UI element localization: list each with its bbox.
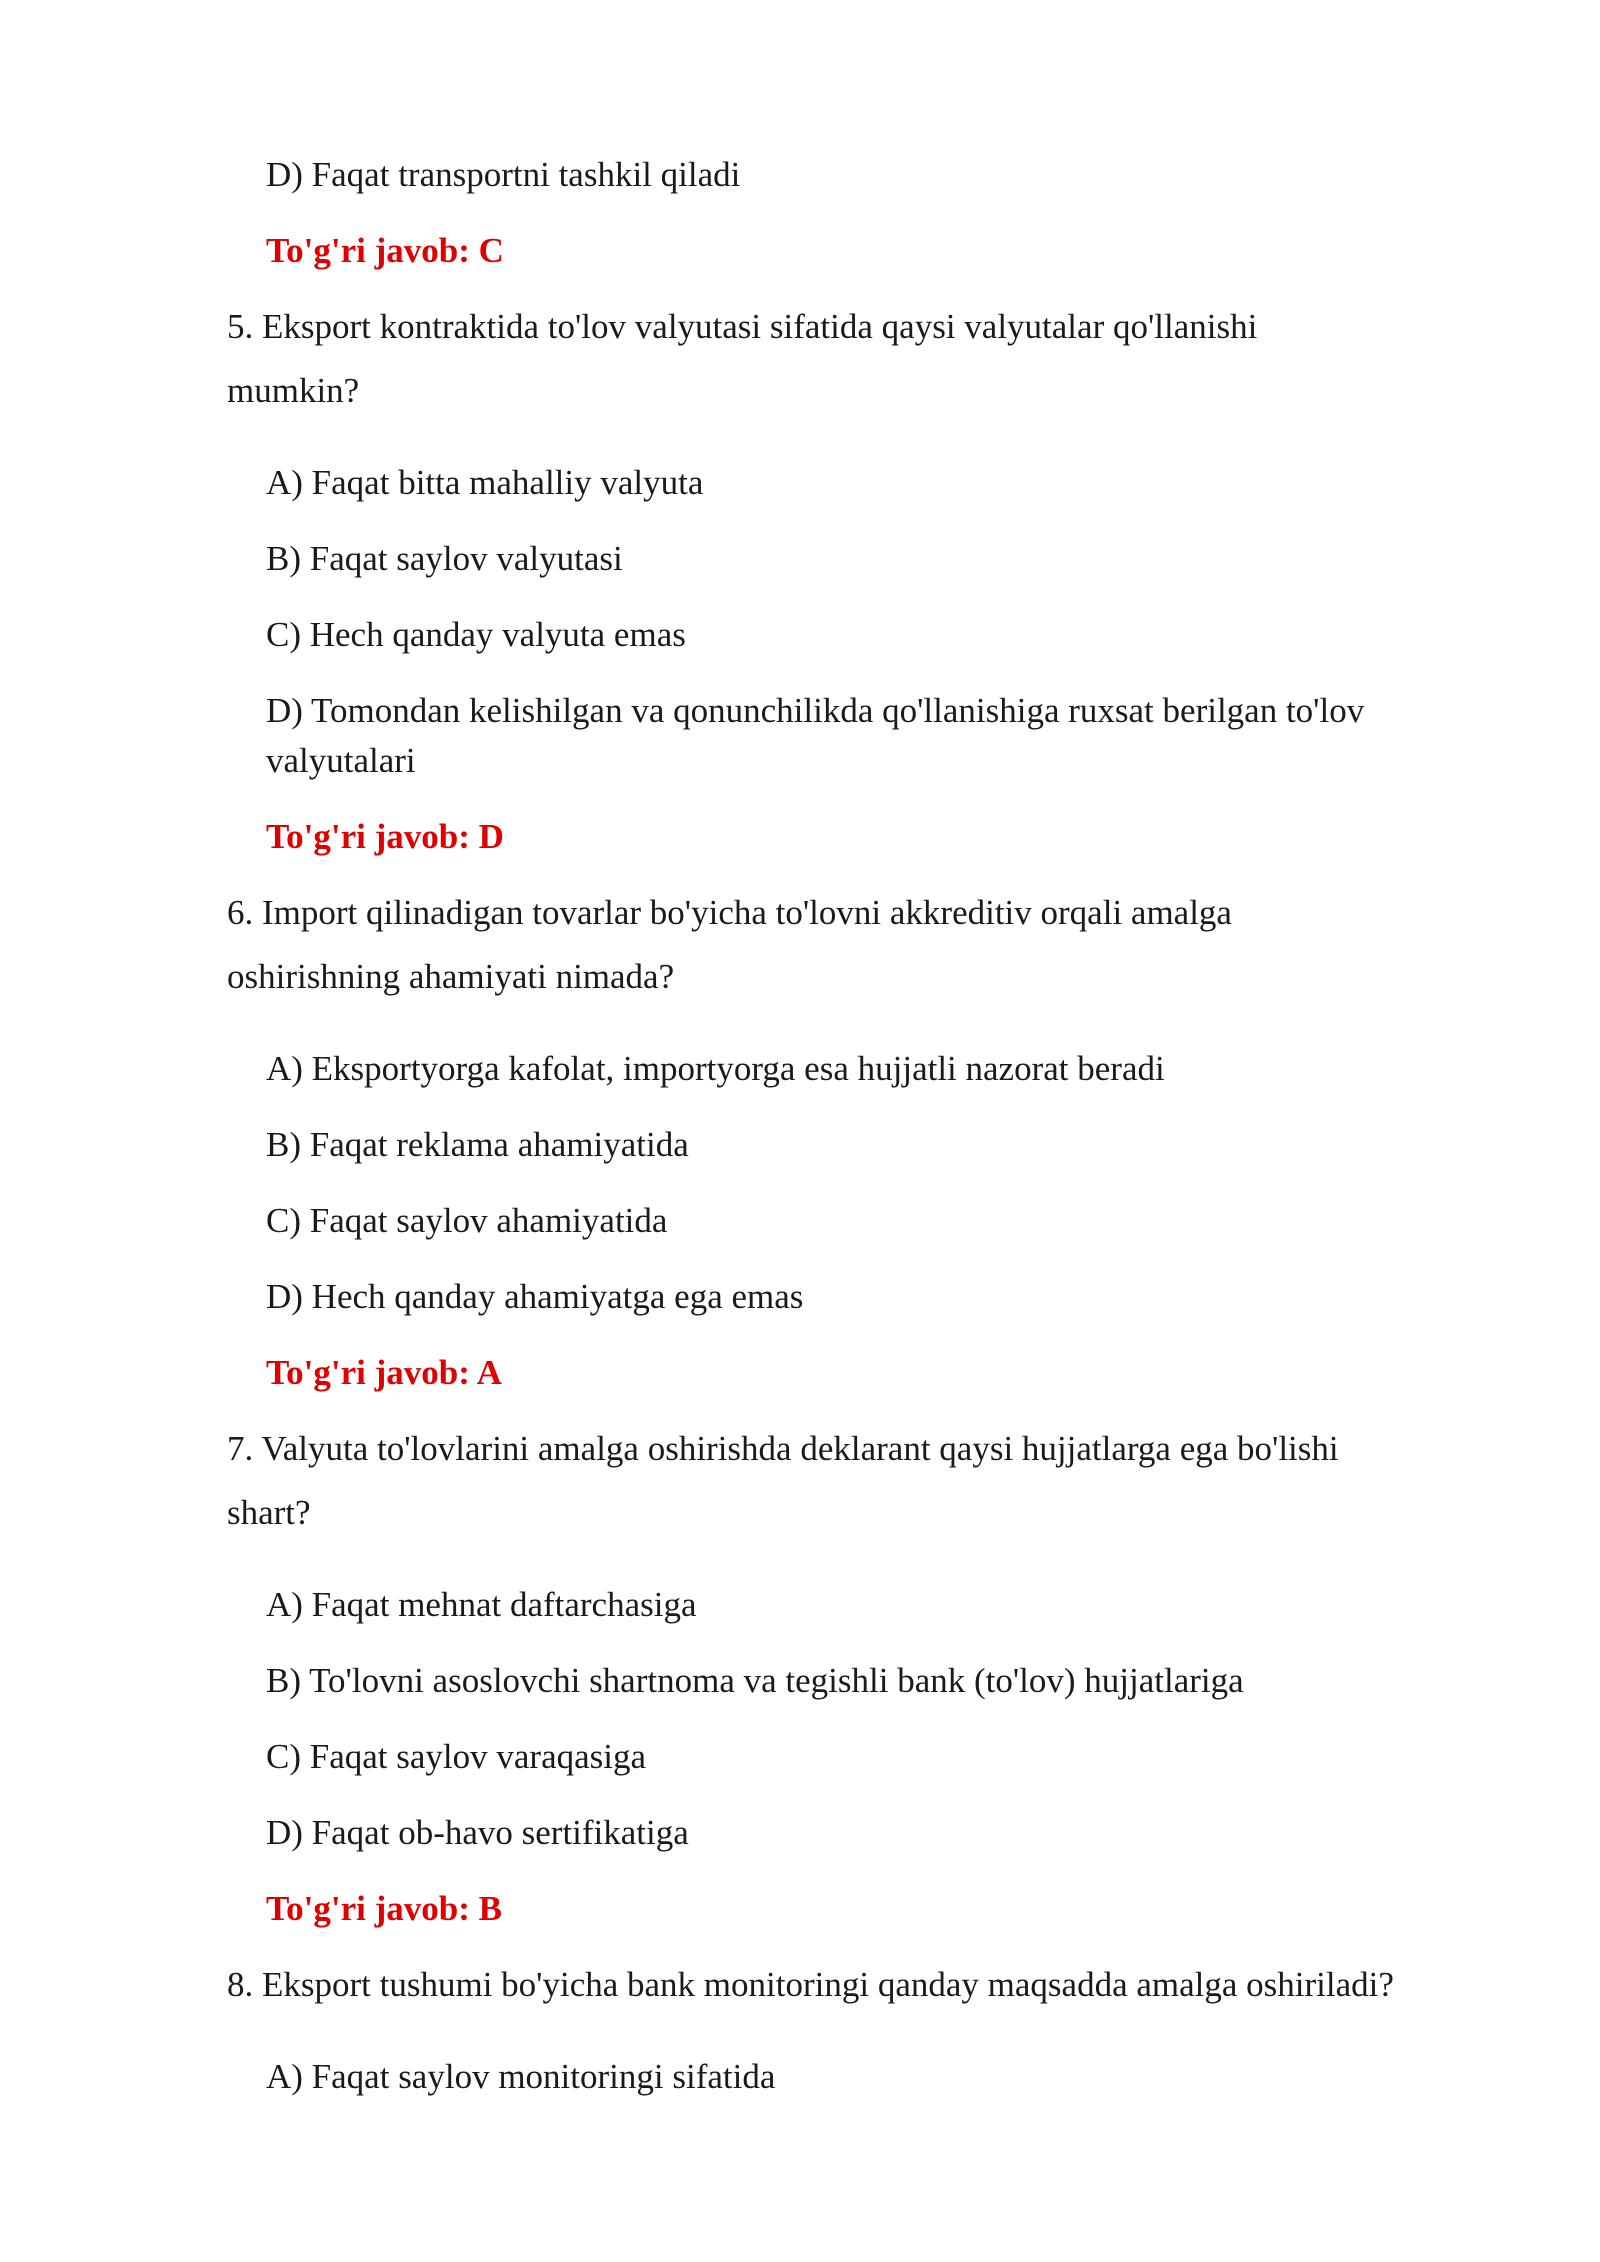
q6-option-a: A) Eksportyorga kafolat, importyorga esa hujjatli nazorat beradi — [266, 1049, 1165, 1088]
q6-option-d: D) Hech qanday ahamiyatga ega emas — [266, 1277, 804, 1316]
q5-option-a: A) Faqat bitta mahalliy valyuta — [266, 463, 704, 502]
q5-correct-answer: To'g'ri javob: D — [266, 817, 504, 856]
q7-text-line1: 7. Valyuta to'lovlarini amalga oshirishda deklarant qaysi hujjatlarga ega bo'lishi — [227, 1429, 1339, 1468]
q7-option-b: B) To'lovni asoslovchi shartnoma va tegishli bank (to'lov) hujjatlariga — [266, 1661, 1244, 1700]
q6-text-line2: oshirishning ahamiyati nimada? — [227, 957, 675, 996]
q5-option-d-line1: D) Tomondan kelishilgan va qonunchilikda qo'llanishiga ruxsat berilgan to'lov — [266, 691, 1365, 730]
q7-option-a: A) Faqat mehnat daftarchasiga — [266, 1585, 697, 1624]
q6-option-b: B) Faqat reklama ahamiyatida — [266, 1125, 689, 1164]
q7-option-d: D) Faqat ob-havo sertifikatiga — [266, 1813, 689, 1852]
q7-option-c: C) Faqat saylov varaqasiga — [266, 1737, 647, 1776]
q4-option-d: D) Faqat transportni tashkil qiladi — [266, 155, 741, 194]
q7-correct-answer: To'g'ri javob: B — [266, 1889, 502, 1928]
q8-text-line1: 8. Eksport tushumi bo'yicha bank monitoringi qanday maqsadda amalga oshiriladi? — [227, 1965, 1394, 2004]
q6-option-c: C) Faqat saylov ahamiyatida — [266, 1201, 668, 1240]
q4-correct-answer: To'g'ri javob: C — [266, 231, 504, 270]
q5-text-line1: 5. Eksport kontraktida to'lov valyutasi sifatida qaysi valyutalar qo'llanishi — [227, 307, 1258, 346]
q6-text-line1: 6. Import qilinadigan tovarlar bo'yicha to'lovni akkreditiv orqali amalga — [227, 893, 1232, 932]
q8-option-a: A) Faqat saylov monitoringi sifatida — [266, 2057, 776, 2096]
q5-option-b: B) Faqat saylov valyutasi — [266, 539, 623, 578]
q6-correct-answer: To'g'ri javob: A — [266, 1353, 502, 1392]
q7-text-line2: shart? — [227, 1493, 311, 1532]
q5-text-line2: mumkin? — [227, 371, 360, 410]
q5-option-d-line2: valyutalari — [266, 741, 416, 780]
q5-option-c: C) Hech qanday valyuta emas — [266, 615, 686, 654]
